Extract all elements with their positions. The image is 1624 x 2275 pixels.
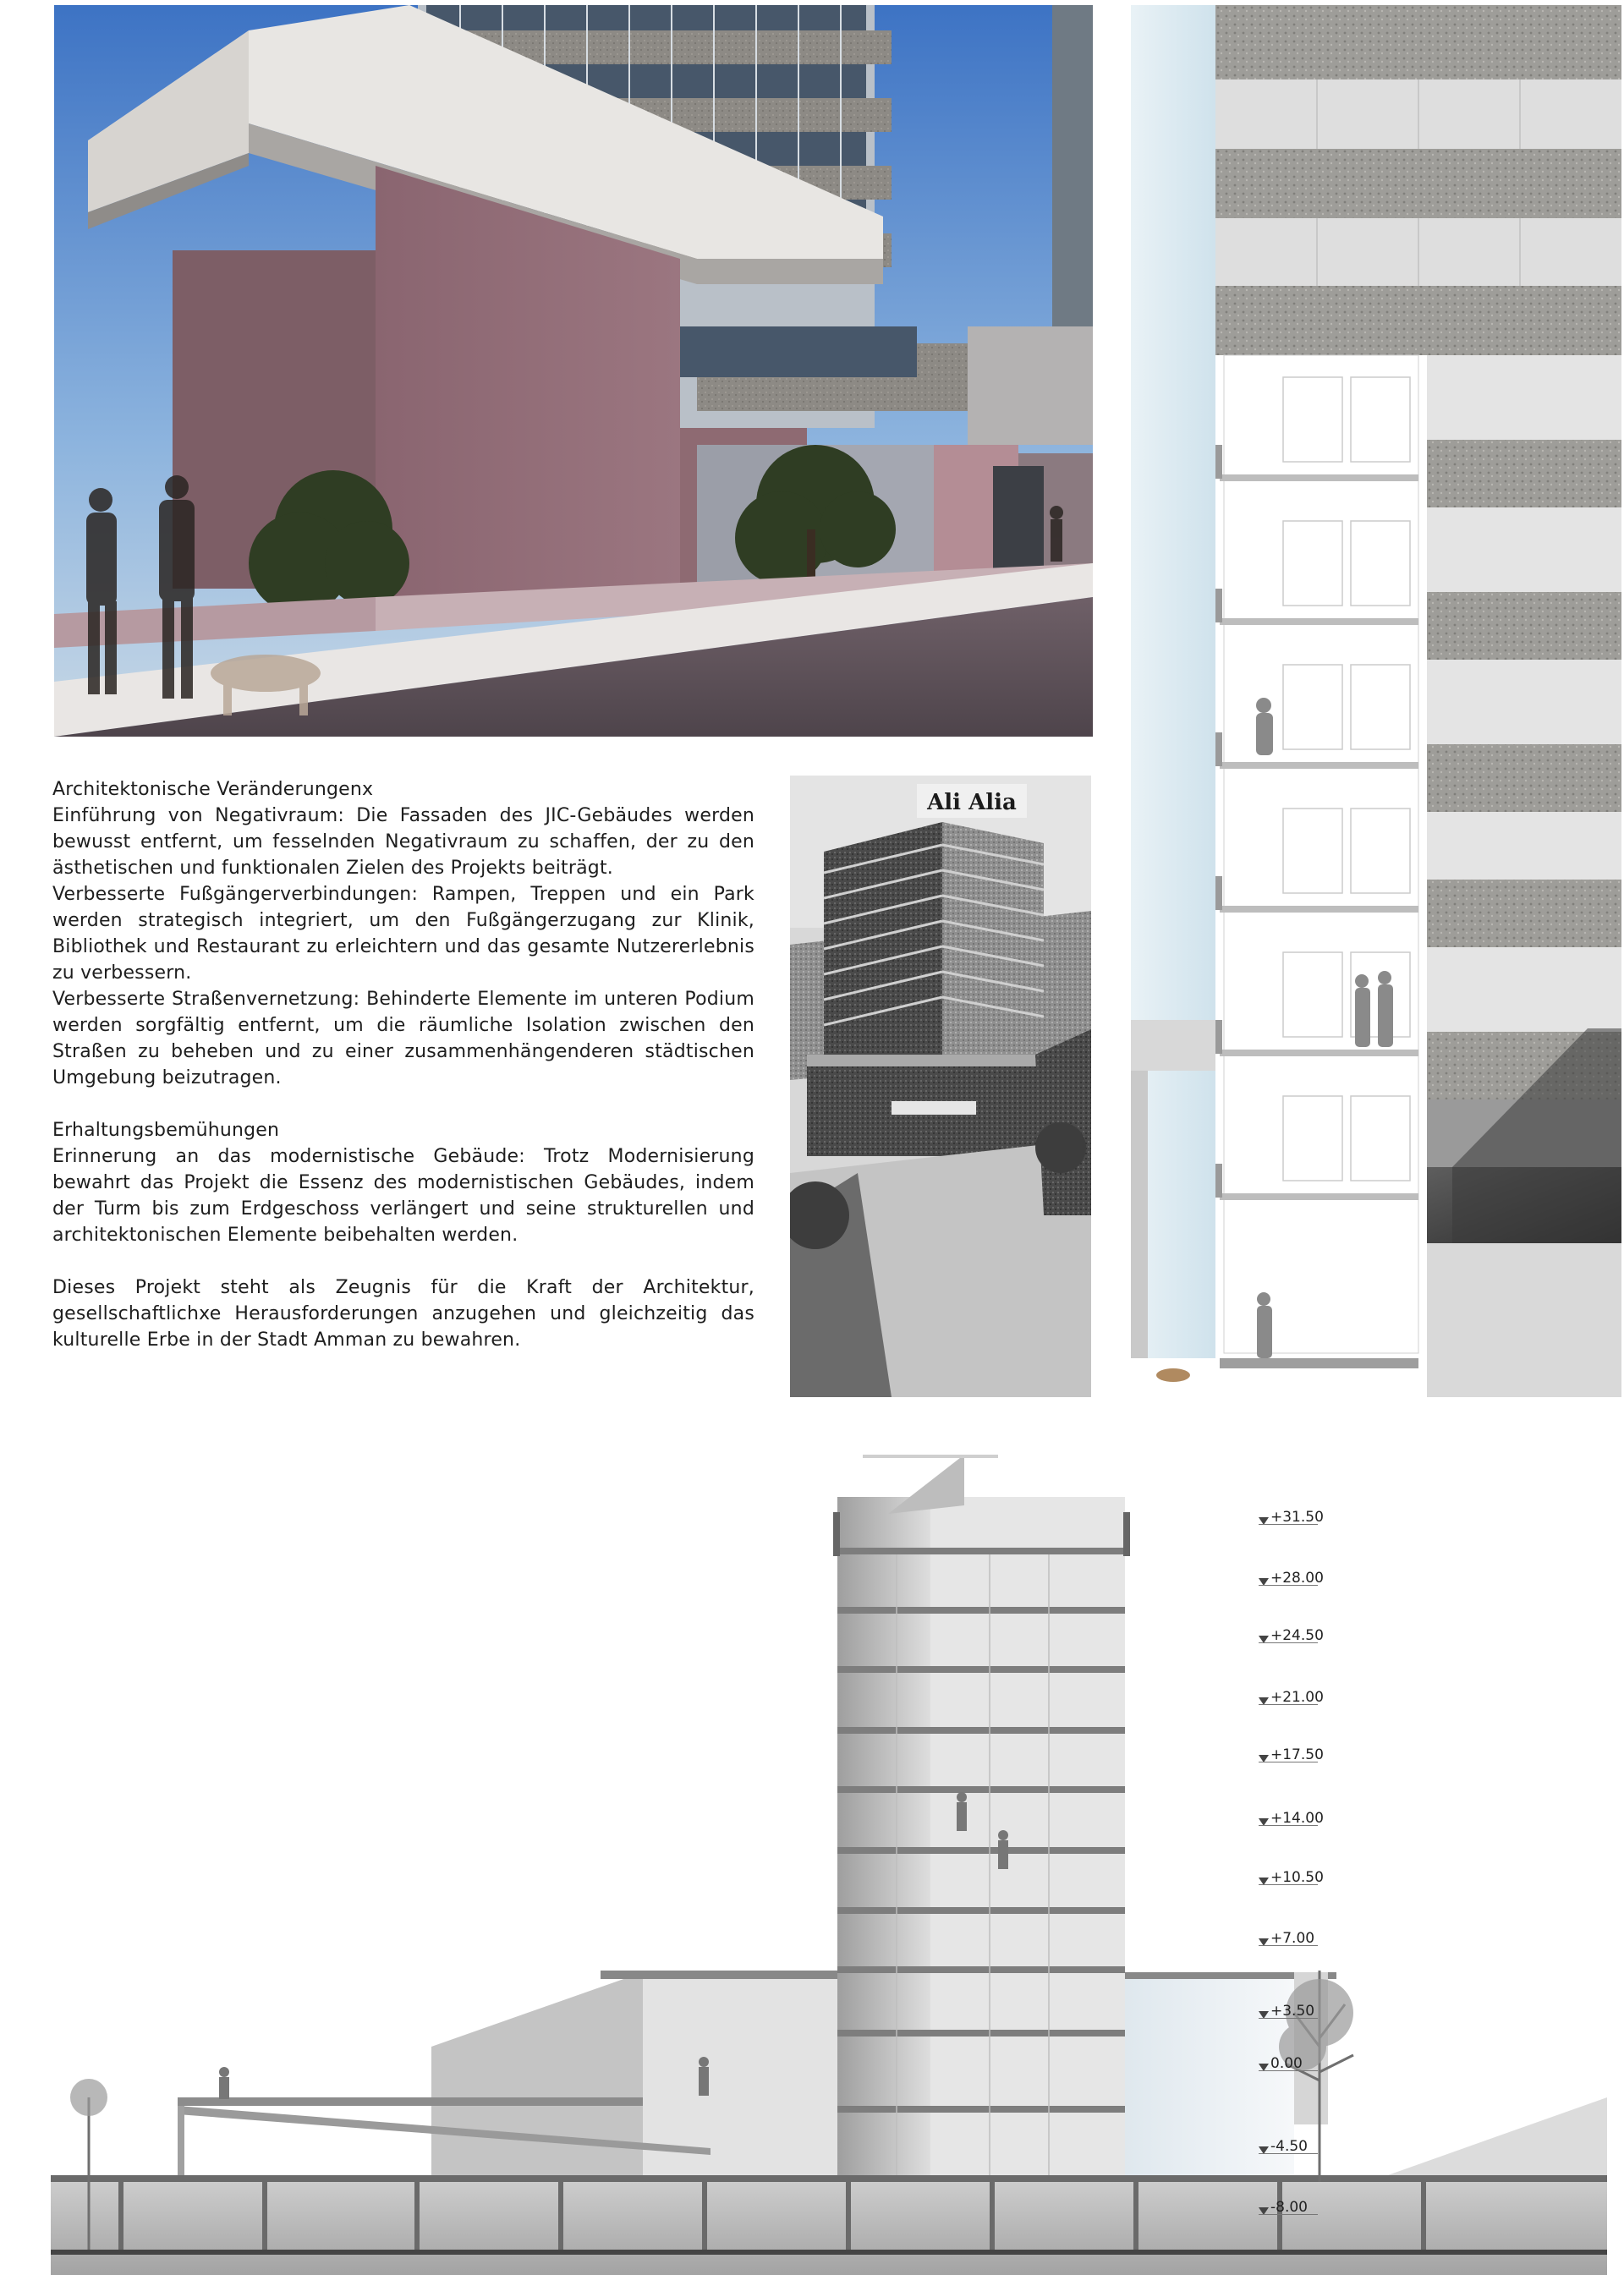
- level-label: +17.50: [1270, 1746, 1324, 1763]
- paragraph-conclusion: Dieses Projekt steht als Zeugnis für die Kraft der Architektur, gesellschaftlichxe Herausforderungen anzugehen und gleichzeitig das kulturelle Erbe in der Stadt Amman zu bewahren.: [52, 1277, 754, 1351]
- level-label: +31.50: [1270, 1509, 1324, 1526]
- paragraph-modernist-memory: Erinnerung an das modernistische Gebäude: Trotz Modernisierung bewahrt das Projekt die Essenz des modernistischen Gebäudes, indem der Turm bis zum Erdgeschoss verlängert und seine strukturellen und architektonischen Elemente beibehalten werden.: [52, 1146, 754, 1246]
- paragraph-street-connectivity: Verbesserte Straßenvernetzung: Behinderte Elemente im unteren Podium werden sorgfältig entfernt, um die räumliche Isolation zwischen den Straßen zu beheben und zu einer zusammenhängenderen städtischen Umgebung beizutragen.: [52, 989, 754, 1088]
- heading-architectural-changes: Architektonische Veränderungenx: [52, 779, 374, 800]
- level-label: -8.00: [1270, 2199, 1308, 2216]
- render-visualization: [54, 5, 1093, 737]
- level-label: +14.00: [1270, 1810, 1324, 1827]
- paragraph-negative-space: Einführung von Negativraum: Die Fassaden des JIC-Gebäudes werden bewusst entfernt, um fesselnden Negativraum zu schaffen, der zu den ästhetischen und funktionalen Zielen des Projekts beiträgt.: [52, 805, 754, 879]
- paragraph-pedestrian-connections: Verbesserte Fußgängerverbindungen: Rampen, Treppen und ein Park werden strategisch integriert, um den Fußgängerzugang zur Klinik, Bibliothek und Restaurant zu erleichtern und das gesamte Nutzererlebnis zu verbessern.: [52, 884, 754, 984]
- level-label: +7.00: [1270, 1930, 1314, 1947]
- level-label: +24.50: [1270, 1627, 1324, 1644]
- level-label: -4.50: [1270, 2138, 1308, 2155]
- level-label: +10.50: [1270, 1869, 1324, 1886]
- level-label: +21.00: [1270, 1689, 1324, 1706]
- description-text: [52, 776, 754, 1353]
- photo-sign-text: Ali Alia: [927, 790, 1017, 815]
- facade-elevation-section: [1131, 5, 1621, 1397]
- level-label: 0.00: [1270, 2055, 1303, 2072]
- level-label: +28.00: [1270, 1570, 1324, 1587]
- building-cross-section: [51, 1455, 1607, 2275]
- heading-preservation: Erhaltungsbemühungen: [52, 1120, 280, 1141]
- historic-photo-jic-building: [790, 776, 1091, 1397]
- level-label: +3.50: [1270, 2003, 1314, 2020]
